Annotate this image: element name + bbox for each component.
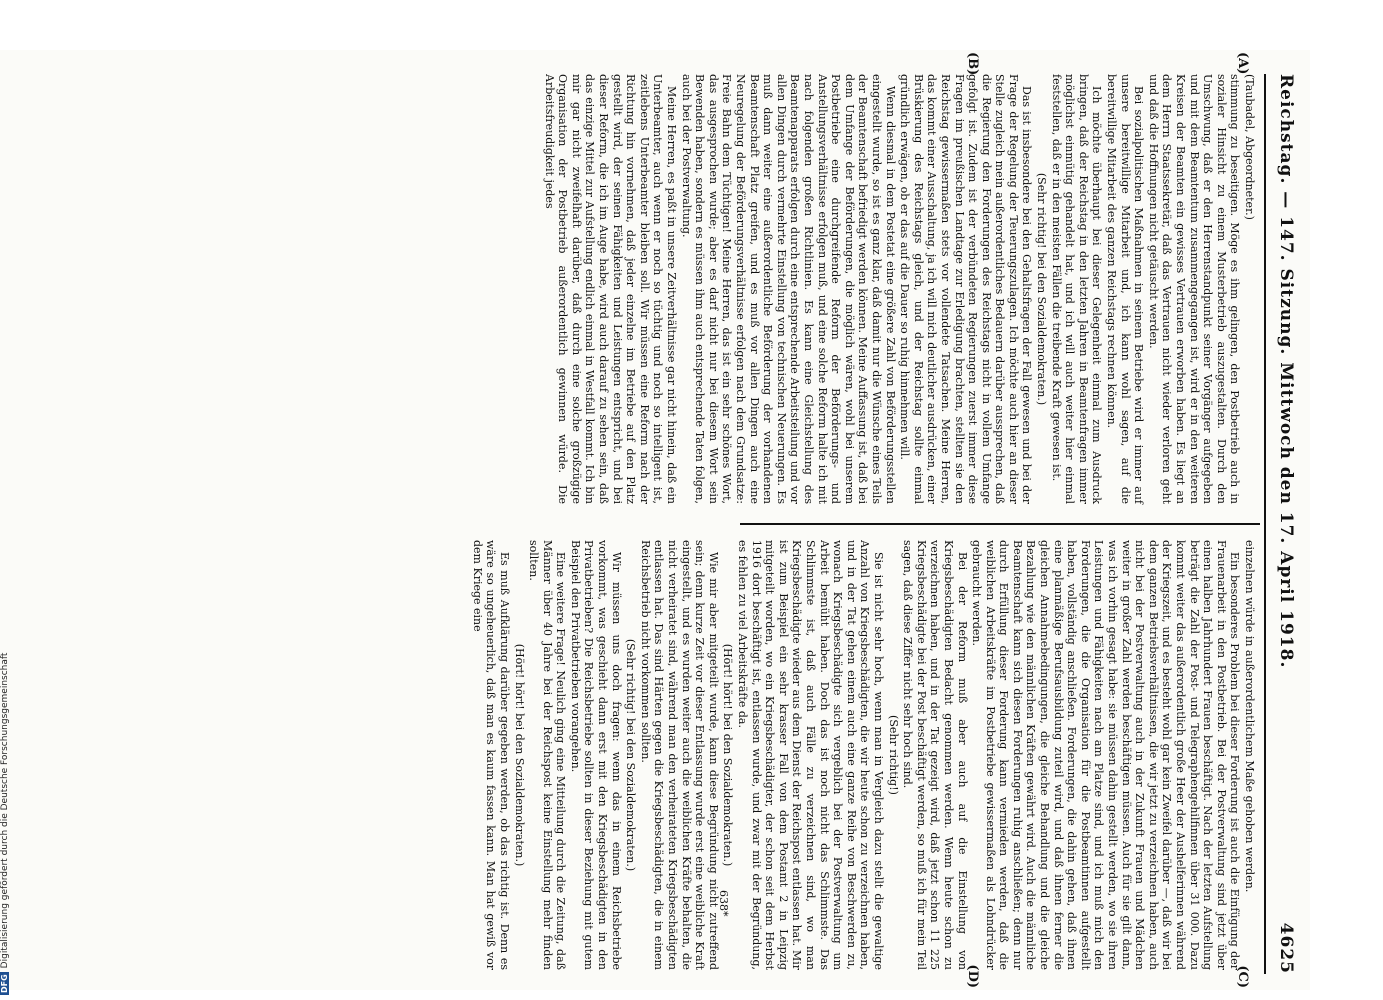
paragraph: Wenn diesmal in dem Postetat eine größere Zahl von Beförderungsstellen eingestellt wurde, so ist es ganz klar, daß damit nur die Wünsche eines Teils der Beamtenschaft befriedigt werden können. Meine Auffassung ist, daß bei dem Umfange der Beförderungen, die möglich wären, wohl bei unserem Postbetriebe eine durchgreifende Reform der Beförderungs- und Anstellungsverhältnisse erfolgen muß, und eine solche Reform halte ich mit nach folgenden großen Richtlinien. Es kann eine Gleichstellung des Beamtenapparats erfolgen durch eine entsprechende Arbeitsteilung und vor allen Dingen durch vermehrte Einstellung von technischen Neuerungen. Es muß dann weiter eine außerordentliche Beförderung der vorhandenen Beamtenschaft Platz greifen, und es muß vor allen Dingen auch eine Neuregelung der Beförderungsverhältnisse erfolgen nach dem Grundsatze: Freie Bahn dem Tüchtigen! Meine Herren, das ist ein sehr schönes Wort, das ausgesprochen wurde; aber es darf nicht nur bei diesem Wort sein Bewenden haben, sondern es müssen ihm auch entsprechende Taten folgen, auch bei der Postverwaltung. [679,74,897,504]
credit-text: Digitalisierung gefördert durch die Deutsche Forschungsgemeinschaft [0,652,10,969]
interjection: (Hört! hört! bei den Sozialdemokraten.) [512,643,526,867]
paragraph: stimmung zu beseitigen. Möge es ihm gelingen, den Postbetrieb auch in sozialer Hinsicht zu einem Musterbetrieb auszugestalten. Durch den Umschwung, daß er den Herrenstandpunkt seiner Vorgänger aufgegeben und mit dem Beamtentum zusammengegangen ist, wird er in den weiteren Kreisen der Beamten ein gewisses Vertrauen erworben haben. Es liegt an dem Herrn Staatssekretär, daß das Vertrauen nicht wieder verloren geht und daß die Hoffnungen nicht getäuscht werden. [1146,74,1242,504]
dfg-logo: DFG [0,974,9,993]
margin-mark-c: (C) [1235,965,1250,988]
paragraph: Eine weitere Frage! Neulich ging eine Mitteilung durch die Zeitung, daß Männer über 40 Jahre bei der Reichspost keine Einstellung mehr finden sollten. [527,540,568,970]
page-header [1262,74,1302,974]
paragraph: Ein besonderes Problem bei dieser Forderung ist auch die Einfügung der Frauenarbeit in den Postbetrieb. Bei der Postverwaltung sind jetzt über einen halben Jahrhundert Frauen beschäftigt. Nach der letzten Aufstellung beträgt die Zahl der Post- und Telegraphengehilfinnen über 31 000. Dazu kommt weiter das außerordentlich große Heer der Aushelferinnen während der Kriegszeit, und es besteht wohl gar kein Zweifel darüber —, daß wir bei dem ganzen Betriebsverhältnissen, die wir jetzt zu verzeichnen haben, auch nicht bei der Postverwaltung auch in der Zukunft Frauen und Mädchen weiter in großer Zahl werden beschäftigen müssen. Auch für sie gilt dann, was ich vorhin gesagt habe: sie müssen dahin gestellt werden, wo sie ihren Leistungen und Fähigkeiten nach am Platze sind, und ich muß mich den Forderungen, die die Organisation für die Postbeamtinnen aufgestellt haben, vollständig anschließen. Forderungen, die dahin gehen, daß ihnen eine planmäßige Berufsausbildung zuteil wird, und daß ihnen ferner die gleichen Annahmebedingungen, die gleiche Behandlung und die gleiche Bezahlung wie den männlichen Kräften gewährt wird. Auch die männliche Beamtenschaft kann sich diesen Forderungen ruhig anschließen; denn nur durch Erfüllung dieser Forderung kann vermieden werden, daß die weiblichen Arbeitskräfte im Postbetriebe gewissermaßen als Lohndrücker gebraucht werden. [970,540,1242,970]
left-column [542,74,1256,504]
footer-number: 638* [717,890,730,917]
paragraph: Sie ist nicht sehr hoch, wenn man in Vergleich dazu stellt die gewaltige Anzahl von Kriegsbeschädigten, die wir heute schon zu verzeichnen haben, und in der Tat gehen einem auch eine ganze Reihe von Beschwerden zu, wonach Kriegsbeschädigte sich vergeblich bei der Postverwaltung um Arbeit bemüht haben. Doch das ist noch nicht das Schlimmste. Das Schlimmste ist, daß auch Fälle zu verzeichnen sind, wo man Kriegsbeschädigte wieder aus dem Dienst der Reichspost entlassen hat. Mir ist zum Beispiel ein sehr krasser Fall von dem Postamt 2 in Leipzig mitgeteilt worden, wo ein Kriegsbeschädigter, der schon seit dem Herbst 1916 dort beschäftigt ist, entlassen wurde, und zwar mit der Begründung, es fehlen zu viel Arbeitskräfte da. [736,540,885,970]
margin-mark-d: (D) [965,964,980,988]
header-rule [1264,74,1266,974]
margin-mark-a: (A) [1235,52,1250,75]
document-page [0,50,1310,990]
page-header-title: Reichstag. — 147. Sitzung. Mittwoch den 17. April 1918. [1276,74,1296,669]
paragraph: Ich möchte überhaupt bei dieser Gelegenheit einmal zum Ausdruck bringen, daß der Reichstag in den letzten Jahren in Beamtenfragen immer möglichst einmütig gehandelt hat, und ich will auch weiter hier einmal feststellen, daß er in den meisten Fällen die treibende Kraft gewesen ist. [1049,74,1104,504]
digitization-credit [0,595,20,995]
paragraph: einzelnen würde in außerordentlichem Maße gehoben werden. [1243,540,1256,893]
paragraph: Wir müssen uns doch fragen: wenn das in einem Reichsbetriebe vorkommt, was geschieht dann erst mit den Kriegsbeschädigten in den Privatbetrieben? Die Reichsbetriebe sollten in dieser Beziehung mit gutem Beispiel den Privatbetrieben vorangehen. [568,540,623,970]
column-divider [740,523,1260,525]
paragraph: Bei der Reform muß aber auch auf die Einstellung von Kriegsbeschädigten Bedacht genommen werden. Wenn heute schon zu verzeichnen haben, und in der Tat gezeigt wird, daß jetzt schon 11 225 Kriegsbeschädigte bei der Post beschäftigt werden, so muß ich für mein Teil sagen, daß diese Ziffer nicht sehr hoch sind. [901,540,969,970]
interjection: (Sehr richtig! bei den Sozialdemokraten.) [1035,172,1049,406]
interjection: (Sehr richtig!) [886,715,900,795]
page-number: 4625 [1276,922,1296,974]
paragraph: Das ist insbesondere bei den Gehaltsfragen der Fall gewesen und bei der Frage der Regelung der Teuerungszulagen. Ich möchte auch hier an dieser Stelle zugleich mein außerordentliches Bedauern darüber aussprechen, daß die Regierung den Forderungen des Reichstags nicht in vollem Umfange gefolgt ist. Zudem ist der verbündeten Regierungen zuerst immer diese Fragen im preußischen Landtage zur Erledigung brachten, stellten sie den Reichstag gewissermaßen stets vor vollendete Tatsachen. Meine Herren, das kommt einer Ausschaltung, ja ich will mich deutlicher ausdrücken, einer Brüskierung des Reichstags gleich, und der Reichstag sollte einmal gründlich erwägen, ob er das auf die Dauer so ruhig hinnehmen will. [898,74,1034,504]
paragraph: Bei sozialpolitischen Maßnahmen in seinem Betriebe wird er immer auf unsere bereitwillige Mitarbeit und, ich kann wohl sagen, auf die bereitwillige Mitarbeit des ganzen Reichstags rechnen können. [1105,74,1146,504]
right-column [470,540,1256,970]
interjection: (Hört! hört! bei den Sozialdemokraten.) [721,643,735,867]
paragraph: Es muß Aufklärung darüber gegeben werden, ob das richtig ist. Denn es wäre so ungeheuerlich, daß man es kaum fassen kann. Man hat gewiß vor dem Kriege eine [470,540,511,970]
paragraph: Wie mir aber mitgeteilt wurde, kann diese Begründung nicht zutreffend sein; denn kurze Zeit vor dieser Entlassung wurde erst eine weibliche Kraft eingestellt, und es wurden weiter auch die weiblichen Kräfte behalten, die nicht verheiratet sind, während man den verheirateten Kriegsbeschädigten entlassen hat. Das sind Härten gegen die Kriegsbeschädigten, die in einem Reichsbetrieb nicht vorkommen sollten. [638,540,720,970]
interjection: (Sehr richtig! bei den Sozialdemokraten.) [624,638,638,872]
margin-mark-b: (B) [965,52,980,76]
paragraph: (Taubadel, Abgeordneter.) [1243,74,1256,220]
paragraph: Meine Herren, es paßt in unsere Zeitverhältnisse gar nicht hinein, daß ein Unterbeamter, auch wenn er noch so tüchtig und noch so intelligent ist, zeitlebens Unterbeamter bleiben soll. Wir müssen eine Reform nach der Richtung hin vornehmen, daß jeder einzelne im Betriebe auf den Platz gestellt wird, der seinen Fähigkeiten und Leistungen entspricht, und bei dieser Reform, die ich im Auge habe, wird auch darauf zu sehen sein, daß das einzige Mittel zur Aufstellung endlich einmal in Westfall kommt. Ich bin mir gar nicht zweifelhaft darüber, daß durch eine solche großzügige Organisation der Postbetrieb außerordentlich gewinnen würde. Die Arbeitsfreudigkeit jedes [542,74,679,504]
